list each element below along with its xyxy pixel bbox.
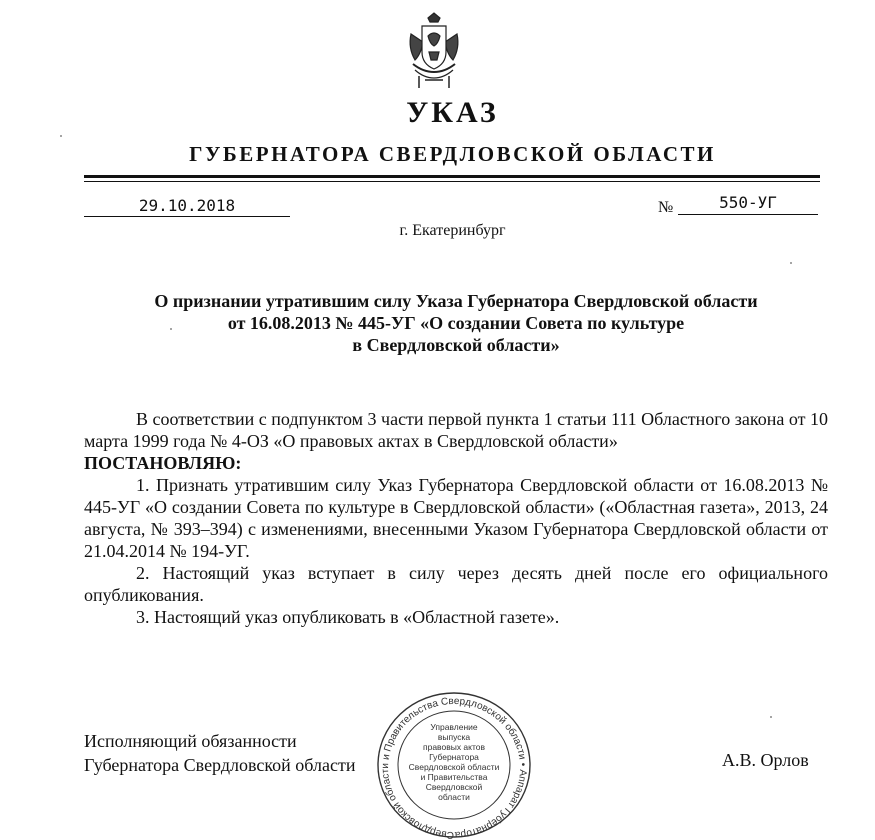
number-sign: № [658,199,674,216]
title-line: в Свердловской области» [352,335,560,355]
stamp-center-line: правовых актов [422,742,486,752]
coat-of-arms-emblem [405,12,463,90]
header-rule-thick [84,175,820,178]
scan-speck [790,262,792,264]
item-paragraph: 2. Настоящий указ вступает в силу через десять дней после его официального опубликования. [84,563,828,605]
date-underline [84,216,290,217]
stamp-center-line: Свердловской области [408,762,500,772]
resolve-heading: ПОСТАНОВЛЯЮ: [84,453,242,473]
document-type-heading: УКАЗ [406,96,499,129]
header-rule-thin [84,181,820,182]
stamp-center-line: Свердловской [425,782,483,792]
city-name: г. Екатеринбург [399,222,506,239]
title-line: от 16.08.2013 № 445-УГ «О создании Совета по культуре [227,313,685,333]
document-number: 550-УГ [719,193,777,212]
scan-speck [60,135,62,137]
scan-speck [170,328,172,330]
stamp-center-line: Управление [430,722,478,732]
stamp-ring-text: Свердловской области и Правительства Свердловской области • Аппарат Губернатора [379,695,529,840]
stamp-center-line: и Правительства [420,772,488,782]
document-date: 29.10.2018 [138,196,236,215]
document-title [84,290,828,356]
preamble-paragraph: В соответствии с подпунктом 3 части первой пункта 1 статьи 111 Областного закона от 10 марта 1999 года № 4-ОЗ «О правовых актах в Свердловской области» [84,409,828,451]
signer-position [84,729,355,777]
number-underline [678,214,818,215]
document-body [84,408,828,628]
official-stamp [375,690,533,840]
stamp-center-line: выпуска [437,732,471,742]
signer-position-line: Губернатора Свердловской области [84,755,356,775]
stamp-center-line: области [438,792,470,802]
item-paragraph: 3. Настоящий указ опубликовать в «Областной газете». [136,607,560,627]
signer-name: А.В. Орлов [722,750,809,770]
stamp-center-line: Губернатора [429,752,479,762]
scan-speck [770,716,772,718]
issuer-heading: ГУБЕРНАТОРА СВЕРДЛОВСКОЙ ОБЛАСТИ [189,142,716,166]
title-line: О признании утратившим силу Указа Губернатора Свердловской области [154,291,758,311]
signer-position-line: Исполняющий обязанности [84,731,297,751]
item-paragraph: 1. Признать утратившим силу Указ Губернатора Свердловской области от 16.08.2013 № 445-УГ «О создании Совета по культуре в Свердловской области» («Областная газета», 2013, 24 августа, № 393–394) с изменениями, внесенными Указом Губернатора Свердловской области от 21.04.2014 № 194-УГ. [84,475,828,561]
